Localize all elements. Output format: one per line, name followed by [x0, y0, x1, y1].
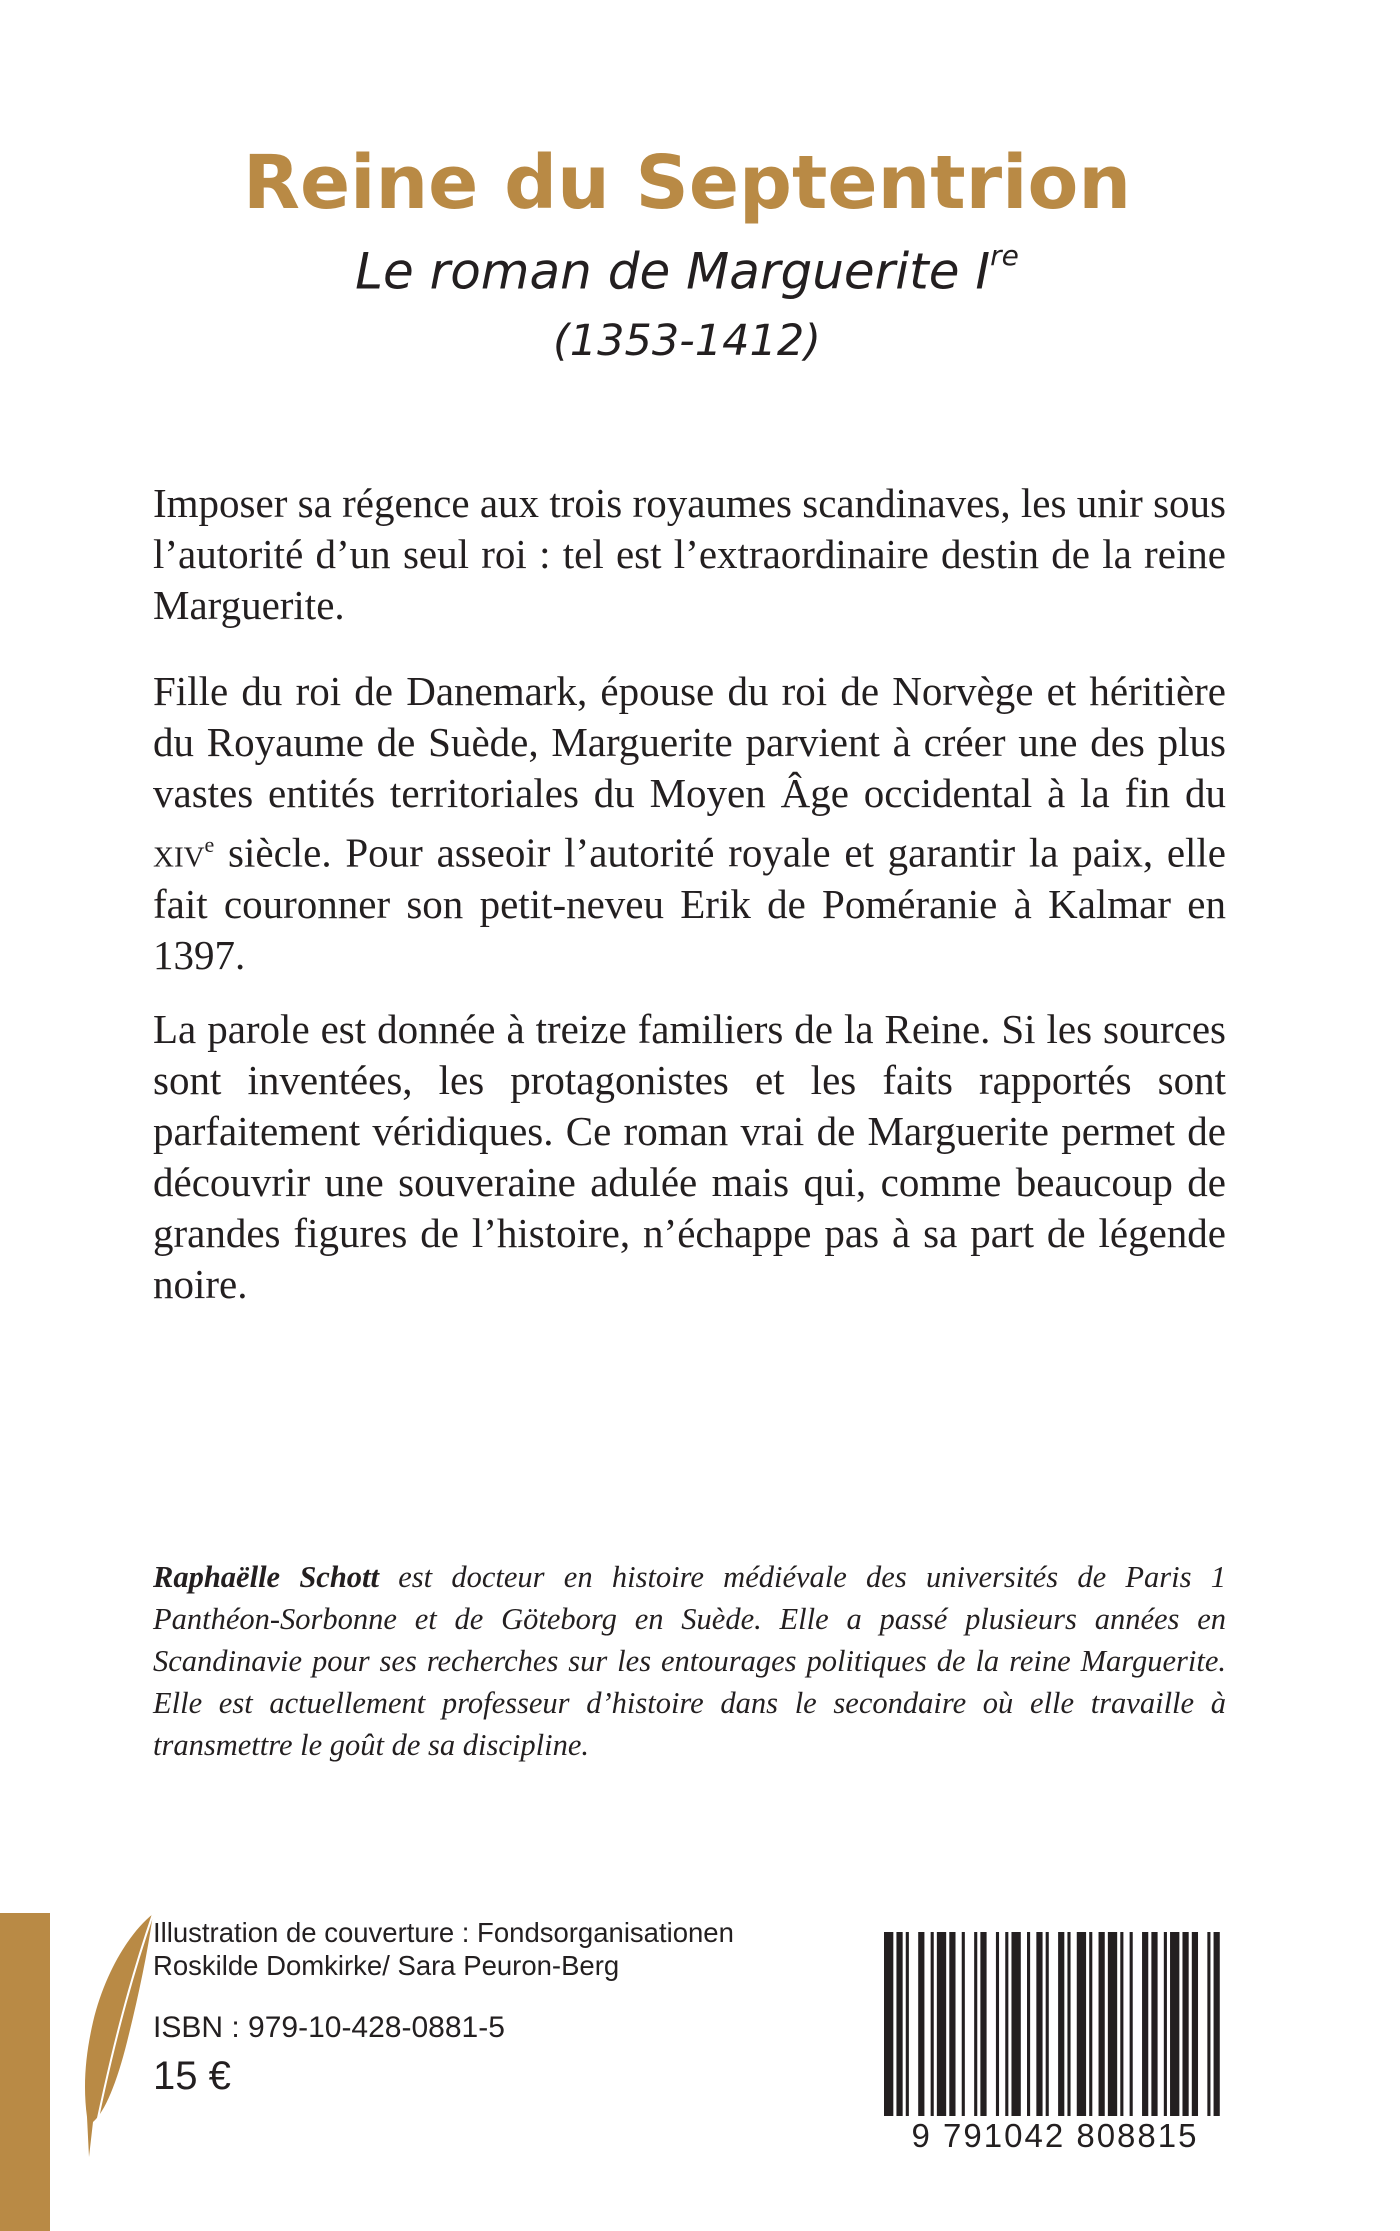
credit-line-2: Roskilde Domkirke/ Sara Peuron-Berg	[153, 1950, 620, 1981]
barcode-bar	[1067, 1932, 1070, 2116]
reign-dates: (1353-1412)	[553, 316, 821, 366]
barcode-digits: 9 791042 808815	[911, 2117, 1199, 2154]
barcode-bar	[1099, 1932, 1105, 2116]
blurb-paragraph-2-start: Fille du roi de Danemark, épouse du roi de Norvège et héritière du Royaume de Suède, Marguerite parvient à créer une des plus vastes entités territoriales du Moyen Âge occidental à la fin du	[153, 668, 1226, 816]
isbn: ISBN : 979-10-428-0881-5	[153, 2011, 505, 2044]
barcode-bar	[937, 1932, 946, 2116]
accent-bar	[0, 1913, 50, 2231]
feather-quill-icon	[75, 1912, 155, 2162]
blurb-paragraph-2-end: siècle. Pour asseoir l’autorité royale et garantir la paix, elle fait couronner son petit-neveu Erik de Poméranie à Kalmar en 1397.	[153, 829, 1226, 978]
blurb-paragraph-3: La parole est donnée à treize familiers de la Reine. Si les sources sont inventées, les protagonistes et les faits rapportés sont parfaitement véridiques. Ce roman vrai de Marguerite permet de découvrir une souveraine adulée mais qui, comme beaucoup de grandes figures de l’histoire, n’échappe pas à sa part de légende noire.	[153, 1006, 1226, 1307]
century-numeral: xiv	[153, 829, 205, 876]
barcode-bar	[1046, 1932, 1049, 2116]
author-bio-text: est docteur en histoire médiévale des universités de Paris 1 Panthéon-Sorbonne et de Göteborg en Suède. Elle a passé plusieurs années en Scandinavie pour ses recherches sur les entourages politiques de la reine Marguerite. Elle est actuellement professeur d’histoire dans le secondaire où elle travaille à transmettre le goût de sa discipline.	[153, 1560, 1226, 1762]
credit-line-1: Illustration de couverture : Fondsorganisationen	[153, 1917, 734, 1948]
cover-illustration-credit	[153, 1916, 853, 1982]
barcode-bar	[1192, 1932, 1198, 2116]
barcode-bar	[931, 1932, 934, 2116]
barcode-bar	[1151, 1932, 1157, 2116]
barcode-bar	[1142, 1932, 1148, 2116]
barcode-bar	[1170, 1932, 1179, 2116]
subtitle-superscript: re	[990, 239, 1019, 272]
barcode-bar	[1108, 1932, 1117, 2116]
barcode-bar	[906, 1932, 909, 2116]
barcode-bar	[1130, 1932, 1133, 2116]
barcode-bar	[918, 1932, 924, 2116]
blurb-paragraph-1: Imposer sa régence aux trois royaumes scandinaves, les unir sous l’autorité d’un seul roi : tel est l’extraordinaire destin de la reine Marguerite.	[153, 480, 1226, 628]
barcode-bar	[1058, 1932, 1064, 2116]
barcode-bar	[1027, 1932, 1030, 2116]
barcode-bar	[1077, 1932, 1086, 2116]
subtitle-text: Le roman de Marguerite I	[355, 242, 991, 301]
blurb-paragraph-2	[153, 666, 1226, 981]
book-subtitle	[0, 230, 1374, 304]
barcode-bar	[1036, 1932, 1042, 2116]
book-title: Reine du Septentrion	[242, 140, 1132, 226]
barcode-bar	[1005, 1932, 1008, 2116]
barcode-bar	[1164, 1932, 1167, 2116]
century-superscript: e	[204, 832, 215, 857]
barcode-bar	[1182, 1932, 1188, 2116]
barcode-bar	[1089, 1932, 1092, 2116]
barcode-bar	[949, 1932, 955, 2116]
barcode	[884, 1932, 1226, 2116]
author-bio	[153, 1556, 1226, 1766]
barcode-bar	[974, 1932, 977, 2116]
barcode-bar	[980, 1932, 986, 2116]
author-name: Raphaëlle Schott	[153, 1560, 379, 1594]
price: 15 €	[153, 2054, 231, 2098]
barcode-bar	[1214, 1932, 1220, 2116]
barcode-bar	[896, 1932, 902, 2116]
barcode-bar	[1120, 1932, 1123, 2116]
barcode-bar	[1011, 1932, 1020, 2116]
barcode-bar	[996, 1932, 999, 2116]
barcode-bar	[1207, 1932, 1210, 2116]
barcode-bar	[884, 1932, 893, 2116]
barcode-bar	[962, 1932, 965, 2116]
